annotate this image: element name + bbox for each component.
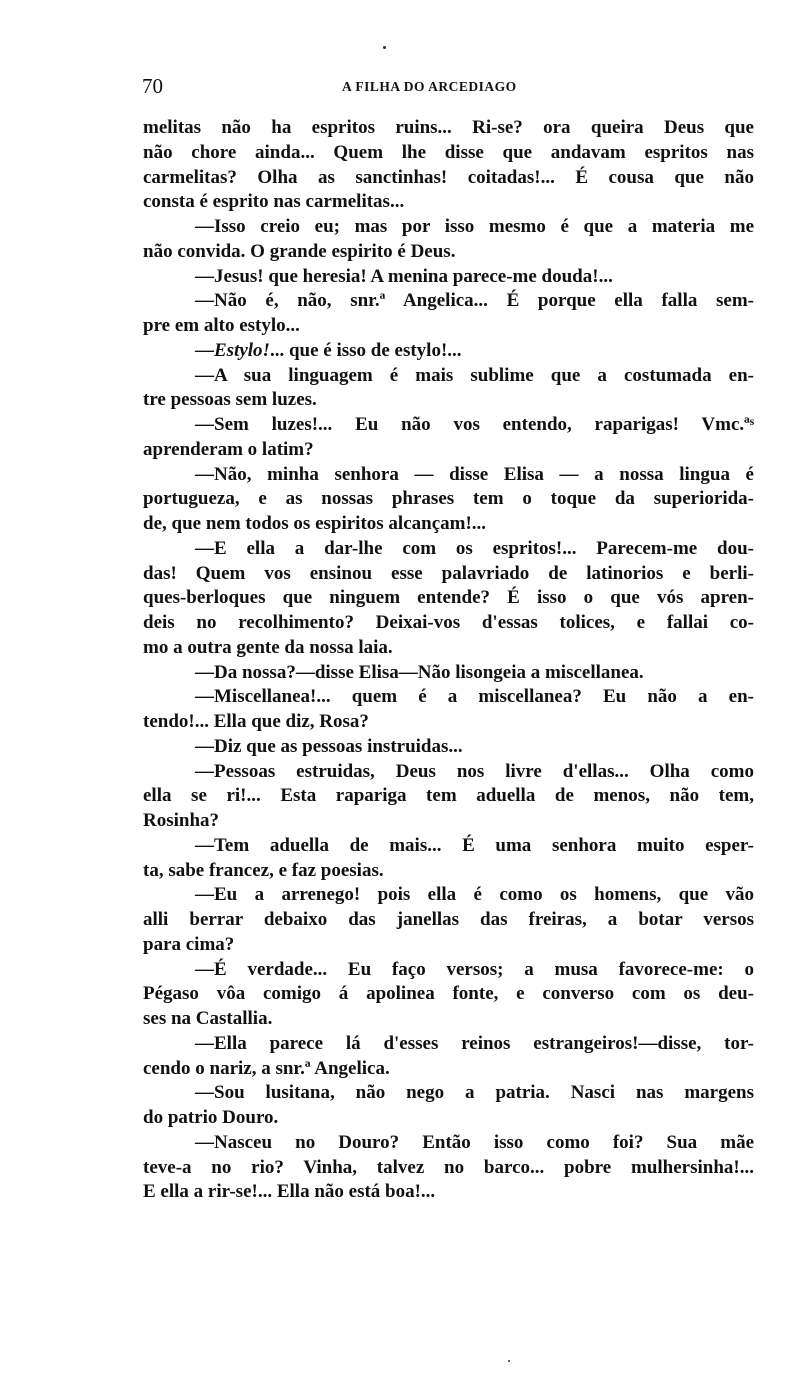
- text-line: Pégaso vôa comigo á apolinea fonte, e converso com os deu-: [143, 983, 754, 1005]
- text-line: tendo!... Ella que diz, Rosa?: [143, 711, 369, 732]
- text-line: —Sem luzes!... Eu não vos entendo, raparigas! Vmc.ªˢ: [195, 414, 754, 435]
- text-line: teve-a no rio? Vinha, talvez no barco... pobre mulhersinha!...: [143, 1156, 754, 1178]
- text-line: ses na Castallia.: [143, 1008, 273, 1029]
- text-line: —Pessoas estruidas, Deus nos livre d'ellas... Olha como: [195, 760, 754, 782]
- text-line: pre em alto estylo...: [143, 315, 300, 336]
- text-line: —Não, minha senhora — disse Elisa — a nossa lingua é: [195, 463, 754, 485]
- text-line: mo a outra gente da nossa laia.: [143, 636, 393, 658]
- text-line: melitas não ha espritos ruins... Ri-se? ora queira Deus que: [143, 117, 754, 138]
- text-line: Rosinha?: [143, 810, 220, 831]
- text-line: —Diz que as pessoas instruidas...: [195, 735, 463, 757]
- text-line: —Jesus! que heresia! A menina parece-me douda!...: [195, 265, 613, 287]
- text-line: para cima?: [143, 933, 235, 955]
- text-line: aprenderam o latim?: [143, 438, 314, 460]
- print-speck: [383, 46, 386, 49]
- text-line: das! Quem vos ensinou esse palavriado de latinorios e berli-: [143, 562, 754, 584]
- text-line: —Miscellanea!... quem é a miscellanea? Eu não a en-: [195, 686, 754, 708]
- text-line: consta é esprito nas carmelitas...: [143, 191, 405, 213]
- text-line: —Da nossa?—disse Elisa—Não lisongeia a miscellanea.: [195, 661, 644, 683]
- page-number: 70: [142, 74, 163, 98]
- text-line: carmelitas? Olha as sanctinhas! coitadas!... É cousa que não: [143, 166, 754, 188]
- text-line: portugueza, e as nossas phrases tem o toque da superiorida-: [143, 488, 754, 510]
- text-line: ques-berloques que ninguem entende? É isso o que vós apren-: [143, 587, 754, 609]
- running-title: A FILHA DO ARCEDIAGO: [342, 79, 517, 94]
- text-line: —Sou lusitana, não nego a patria. Nasci nas margens: [195, 1082, 754, 1104]
- text-line: —Eu a arrenego! pois ella é como os homens, que vão: [195, 884, 754, 906]
- text-line: —É verdade... Eu faço versos; a musa favorece-me: o: [195, 958, 754, 980]
- text-line: tre pessoas sem luzes.: [143, 389, 317, 411]
- text-line: —Estylo!... que é isso de estylo!...: [195, 339, 462, 361]
- text-line: não chore ainda... Quem lhe disse que andavam espritos nas: [143, 141, 754, 163]
- text-line: —Ella parece lá d'esses reinos estrangeiros!—disse, tor-: [195, 1032, 754, 1054]
- body-text: [143, 116, 754, 1205]
- text-line: ella se ri!... Esta rapariga tem aduella de menos, não tem,: [143, 785, 754, 807]
- text-line: E ella a rir-se!... Ella não está boa!...: [143, 1181, 436, 1203]
- text-line: não convida. O grande espirito é Deus.: [143, 240, 456, 262]
- text-line: alli berrar debaixo das janellas das freiras, a botar versos: [143, 909, 754, 930]
- print-speck: [508, 1360, 510, 1362]
- text-line: do patrio Douro.: [143, 1107, 279, 1128]
- text-line: cendo o nariz, a snr.ª Angelica.: [143, 1057, 390, 1079]
- text-line: —Nasceu no Douro? Então isso como foi? Sua mãe: [195, 1131, 754, 1153]
- text-line: —Tem aduella de mais... É uma senhora muito esper-: [195, 834, 754, 856]
- text-line: —Isso creio eu; mas por isso mesmo é que a materia me: [195, 216, 754, 237]
- text-line: deis no recolhimento? Deixai-vos d'essas tolices, e fallai co-: [143, 612, 754, 633]
- text-line: ta, sabe francez, e faz poesias.: [143, 859, 384, 881]
- text-line: de, que nem todos os espiritos alcançam!...: [143, 513, 487, 534]
- text-line: —E ella a dar-lhe com os espritos!... Parecem-me dou-: [195, 537, 754, 559]
- text-line: —A sua linguagem é mais sublime que a costumada en-: [195, 364, 754, 386]
- page-header: [142, 74, 754, 104]
- text-line: —Não é, não, snr.ª Angelica... É porque ella falla sem-: [195, 290, 754, 312]
